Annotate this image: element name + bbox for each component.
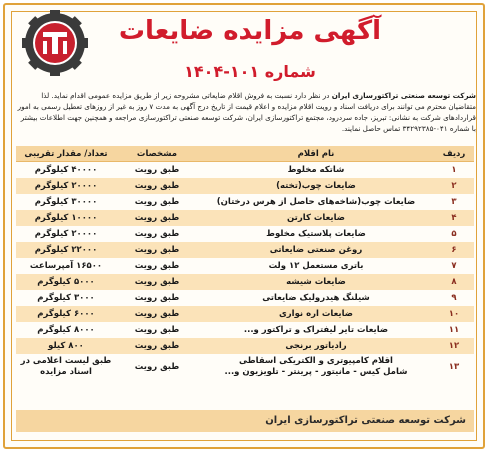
item-quantity-line2: اعلامی در اسناد مزایده	[20, 356, 92, 377]
intro-paragraph	[16, 90, 476, 134]
table-row	[16, 354, 474, 380]
item-spec: طبق رویت	[134, 229, 180, 239]
table-row	[16, 178, 474, 194]
row-number: ۱۰	[434, 306, 474, 322]
company-logo-icon	[22, 10, 88, 76]
ad-title: آگهی مزایده ضایعات	[118, 16, 382, 46]
item-quantity: ۲۰۰۰۰ کیلوگرم	[34, 229, 98, 239]
item-spec: طبق رویت	[116, 210, 198, 226]
item-name: ضایعات چوب(تخته)	[198, 178, 434, 194]
row-number: ۳	[451, 197, 457, 207]
table-header-row	[16, 146, 474, 162]
item-name: شاتکه مخلوط	[287, 165, 345, 175]
item-spec: طبق رویت	[134, 361, 180, 372]
item-name: ضایعات چوب(شاخه‌های حاصل از هرس درختان)	[216, 197, 416, 207]
item-name: روغن صنعتی ضایعاتی	[198, 242, 434, 258]
intro-text: در نظر دارد نسبت به فروش اقلام ضایعاتی مشروحه زیر از طریق مزایده عمومی اقدام نماید. لذا متقاضیان محترم می توانند برای دریافت اسناد و رویت اقلام مزایده و اعلام قیمت از تاریخ درج آگهی به مدت ۷ روز به غیر از روزهای تعطیل رسمی به امور قراردادهای شرکت به نشانی: تبریز، جاده سردرود، مجتمع تراکتورسازی ایران، شرکت توسعه صنعتی تراکتورسازی مراجعه و همچنین جهت اطلاعات بیشتر با شماره ۰۴۱-۳۴۲۹۲۳۸۵ تماس حاصل نمایند.	[17, 91, 476, 133]
table-row	[16, 194, 474, 210]
item-quantity: ۵۰۰۰ کیلوگرم	[16, 274, 116, 290]
item-spec: طبق رویت	[116, 338, 198, 354]
intro-company: شرکت توسعه صنعتی تراکتورسازی ایران	[331, 91, 476, 100]
row-number: ۲	[434, 178, 474, 194]
item-name: ضایعات شیشه	[198, 274, 434, 290]
row-number: ۶	[434, 242, 474, 258]
row-number: ۱۱	[448, 325, 460, 335]
row-number: ۹	[451, 293, 457, 303]
row-number: ۸	[434, 274, 474, 290]
row-number: ۴	[434, 210, 474, 226]
item-quantity: ۳۰۰۰۰ کیلوگرم	[34, 197, 98, 207]
item-name: رادیاتور برنجی	[198, 338, 434, 354]
items-table	[16, 146, 474, 380]
item-spec: طبق رویت	[134, 293, 180, 303]
table-row	[16, 274, 474, 290]
table-row	[16, 242, 474, 258]
item-quantity: ۱۰۰۰۰ کیلوگرم	[16, 210, 116, 226]
item-quantity: ۲۰۰۰۰ کیلوگرم	[16, 178, 116, 194]
item-name-line1: اقلام کامپیوتری و الکتریکی اسقاطی	[239, 356, 393, 366]
item-spec: طبق رویت	[134, 325, 180, 335]
item-quantity: ۶۰۰۰ کیلوگرم	[16, 306, 116, 322]
item-name-line2: شامل کیس - مانیتور - پرینتر - تلویزیون و...	[224, 367, 408, 377]
row-number: ۱	[451, 165, 457, 175]
row-number: ۱۲	[434, 338, 474, 354]
item-quantity-line1: طبق لیست	[64, 356, 112, 366]
item-spec: طبق رویت	[134, 165, 180, 175]
item-quantity: ۱۶۵۰۰ آمپرساعت	[29, 261, 103, 271]
table-row	[16, 290, 474, 306]
item-name: ضایعات کارتن	[198, 210, 434, 226]
item-quantity: ۲۲۰۰۰ کیلوگرم	[16, 242, 116, 258]
table-row	[16, 338, 474, 354]
item-spec: طبق رویت	[134, 261, 180, 271]
item-quantity: ۸۰۰۰ کیلوگرم	[37, 325, 95, 335]
item-name: ضایعات تایر لیفتراک و تراکتور و...	[243, 325, 389, 335]
row-number: ۷	[451, 261, 457, 271]
header-item-name: نام اقلام	[198, 146, 434, 162]
item-name: شیلنگ هیدرولیک ضایعاتی	[262, 293, 370, 303]
header-row-number: ردیف	[434, 146, 474, 162]
item-spec: طبق رویت	[116, 242, 198, 258]
item-spec: طبق رویت	[116, 306, 198, 322]
item-spec: طبق رویت	[116, 178, 198, 194]
row-number: ۱۳	[448, 361, 460, 372]
item-spec: طبق رویت	[116, 274, 198, 290]
item-name: ضایعات پلاستیک مخلوط	[266, 229, 366, 239]
item-quantity: ۸۰۰ کیلو	[16, 338, 116, 354]
row-number: ۵	[451, 229, 457, 239]
footer-company: شرکت توسعه صنعتی تراکتورسازی ایران	[16, 410, 474, 432]
header-quantity: تعداد/ مقدار تقریبی	[16, 146, 116, 162]
item-quantity	[16, 354, 116, 380]
table-row	[16, 258, 474, 274]
table-row	[16, 162, 474, 179]
item-name: ضایعات اره نواری	[198, 306, 434, 322]
item-name: باتری مستعمل ۱۲ ولت	[268, 261, 364, 271]
item-name	[198, 354, 434, 380]
table-row	[16, 210, 474, 226]
ad-number: شماره ۱۰۱-۱۴۰۴	[184, 62, 316, 81]
table-row	[16, 306, 474, 322]
table-row	[16, 226, 474, 242]
item-quantity: ۴۰۰۰۰ کیلوگرم	[34, 165, 98, 175]
table-row	[16, 322, 474, 338]
item-quantity: ۳۰۰۰ کیلوگرم	[37, 293, 95, 303]
header-spec: مشخصات	[116, 146, 198, 162]
item-spec: طبق رویت	[134, 197, 180, 207]
